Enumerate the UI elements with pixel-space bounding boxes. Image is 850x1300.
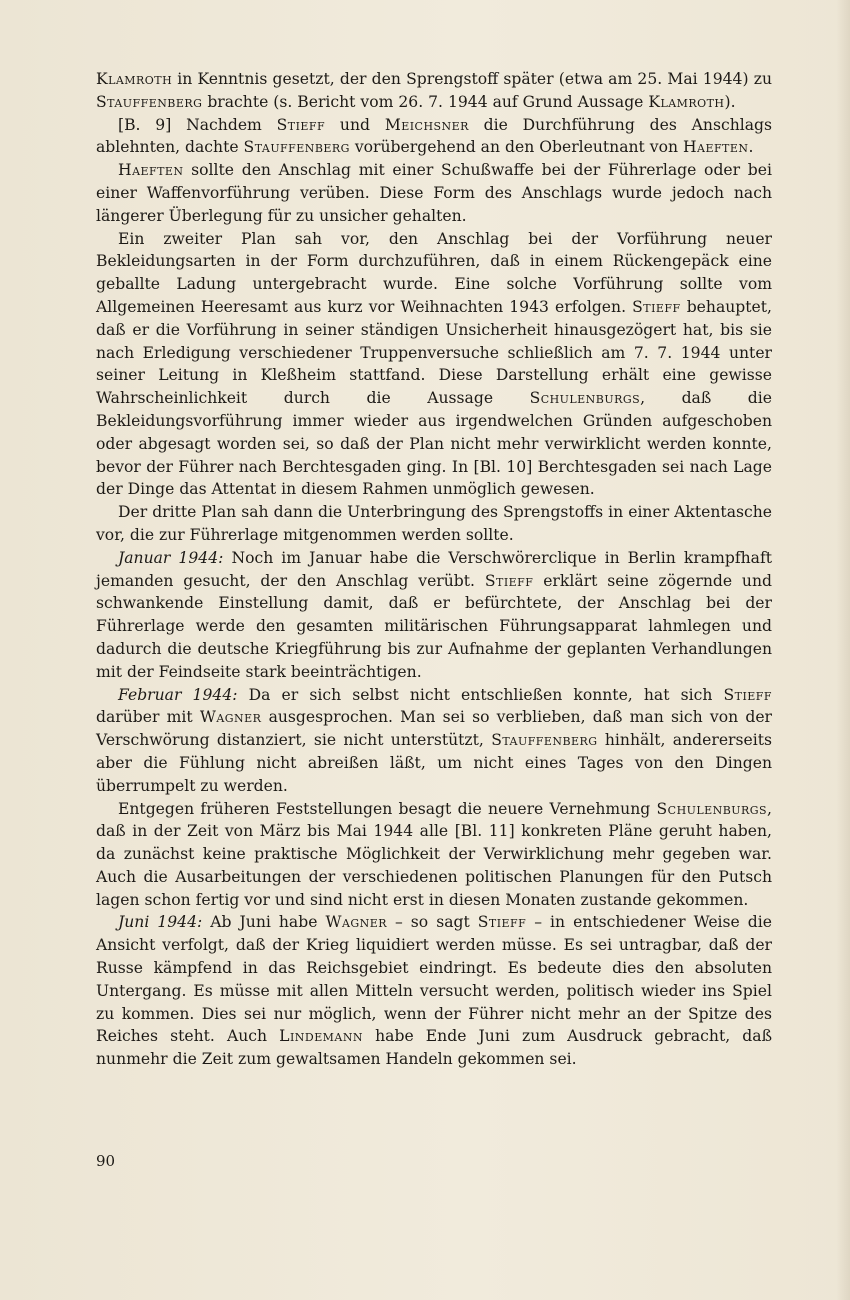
person-name: Stieff <box>723 685 772 704</box>
person-name: Stauffenberg <box>96 92 203 111</box>
text-run: – in entschiedener Weise die Ansicht verfolgt, daß der Krieg liquidiert werden müsse. Es sei untragbar, daß der Russe kämpfend in das Reichsgebiet eindringt. Es bedeute dies den absoluten Untergang. Es müsse mit allen Mitteln versucht werden, politisch wieder ins Spiel zu kommen. Dies sei nur möglich, wenn der Führer nicht mehr an der Spitze des Reiches steht. Auch <box>96 913 772 1046</box>
text-run: , daß in der Zeit von März bis Mai 1944 alle [Bl. 11] konkreten Pläne geruht haben, da zunächst keine praktische Möglichkeit der Verwirklichung mehr gegeben war. Auch die Ausarbeitungen der verschiedenen politischen Planungen für den Putsch lagen schon fertig vor und sind nicht erst in diesen Monaten zustande gekommen. <box>96 799 772 909</box>
text-run: [B. 9] Nachdem <box>118 115 277 134</box>
paragraph <box>96 68 772 114</box>
person-name: Stieff <box>477 913 527 932</box>
person-name: Haeften <box>682 138 749 157</box>
text-run: die Durchführung des Anschlags ablehnten, dachte <box>96 115 773 157</box>
person-name: Lindemann <box>279 1027 364 1046</box>
text-run: – so sagt <box>386 913 478 932</box>
person-name: Schulenburgs <box>656 799 768 818</box>
text-run: erklärt seine zögernde und schwankende Einstellung damit, daß er befürchtete, der Anschlag bei der Führerlage werde den gesamten militärischen Führungsapparat lahmlegen und dadurch die deutsche Kriegführung bis zur Aufnahme der geplanten Verhandlungen mit der Feindseite stark beeinträchtigen. <box>96 571 772 681</box>
body-text <box>96 68 772 1071</box>
person-name: Haeften <box>118 161 184 180</box>
person-name: Schulenburgs <box>529 389 641 408</box>
person-name: Klamroth <box>648 92 725 111</box>
text-run: Entgegen früheren Feststellungen besagt die neuere Vernehmung <box>118 799 657 818</box>
person-name: Meichsner <box>384 115 469 134</box>
text-run: in Kenntnis gesetzt, der den Sprengstoff später (etwa am 25. Mai 1944) zu <box>172 70 772 88</box>
paragraph <box>96 159 772 227</box>
person-name: Wagner <box>325 913 387 932</box>
text-run: ). <box>724 92 736 111</box>
person-name: Wagner <box>199 708 262 727</box>
page-edge-shadow <box>836 0 850 1300</box>
text-run: hinhält, andererseits aber die Fühlung nicht abreißen läßt, um nicht eines Tages von den Dingen überrumpelt zu werden. <box>96 731 772 795</box>
person-name: Stauffenberg <box>491 731 598 750</box>
person-name: Stieff <box>632 297 681 316</box>
text-run: Ein zweiter Plan sah vor, den Anschlag bei der Vorführung neuer Bekleidungsarten in der Form durchzuführen, daß in einem Rückengepäck eine geballte Ladung untergebracht wurde. Eine solche Vorführung sollte vom Allgemeinen Heeresamt aus kurz vor Weihnachten 1943 erfolgen. <box>96 229 772 316</box>
paragraph <box>96 114 772 160</box>
person-name: Stieff <box>276 115 326 134</box>
text-run: Da er sich selbst nicht entschließen konnte, hat sich <box>237 685 724 704</box>
paragraph <box>96 798 772 912</box>
date-heading: Februar 1944: <box>118 685 238 704</box>
text-run: brachte (s. Bericht vom 26. 7. 1944 auf Grund Aussage <box>202 92 649 111</box>
text-run: Der dritte Plan sah dann die Unterbringung des Sprengstoffs in einer Aktentasche vor, die zur Führerlage mitgenommen werden sollte. <box>96 503 772 544</box>
text-run: habe Ende Juni zum Ausdruck gebracht, daß nunmehr die Zeit zum gewaltsamen Handeln gekommen sei. <box>96 1027 772 1069</box>
text-run: , daß die Bekleidungsvorführung immer wieder aus irgendwelchen Gründen aufgeschoben oder abgesagt worden sei, so daß der Plan nicht mehr verwirklicht werden konnte, bevor der Führer nach Berchtesgaden ging. In [Bl. 10] Berchtesgaden sei nach Lage der Dinge das Attentat in diesem Rahmen unmöglich gewesen. <box>96 389 772 499</box>
date-heading: Januar 1944: <box>118 548 224 567</box>
person-name: Klamroth <box>96 70 173 88</box>
paragraph <box>96 911 772 1071</box>
paragraph <box>96 228 772 502</box>
date-heading: Juni 1944: <box>118 913 203 932</box>
person-name: Stauffenberg <box>243 138 350 157</box>
paragraph <box>96 684 772 798</box>
paragraph <box>96 501 772 547</box>
text-run: behauptet, daß er die Vorführung in seiner ständigen Unsicherheit hinausgezögert hat, bis sie nach Erledigung verschiedener Truppenversuche schließlich am 7. 7. 1944 unter seiner Leitung in Kleßheim stattfand. Diese Darstellung erhält eine gewisse Wahrscheinlichkeit durch die Aussage <box>96 297 772 408</box>
text-run: vorübergehend an den Oberleutnant von <box>349 138 683 157</box>
page-number: 90 <box>96 1152 116 1170</box>
text-run: und <box>325 115 385 134</box>
text-run: . <box>748 138 754 157</box>
person-name: Stieff <box>484 571 534 590</box>
text-run: darüber mit <box>96 708 200 727</box>
text-run: Noch im Januar habe die Verschwörerclique in Berlin krampfhaft jemanden gesucht, der den Anschlag verübt. <box>96 548 773 590</box>
paragraph <box>96 547 772 684</box>
text-run: ausgesprochen. Man sei so verblieben, daß man sich von der Verschwörung distanziert, sie nicht unterstützt, <box>96 708 772 750</box>
text-run: sollte den Anschlag mit einer Schußwaffe bei der Führerlage oder bei einer Waffenvorführung verüben. Diese Form des Anschlags wurde jedoch nach längerer Überlegung für zu unsicher gehalten. <box>96 161 772 225</box>
text-run: Ab Juni habe <box>202 913 326 932</box>
